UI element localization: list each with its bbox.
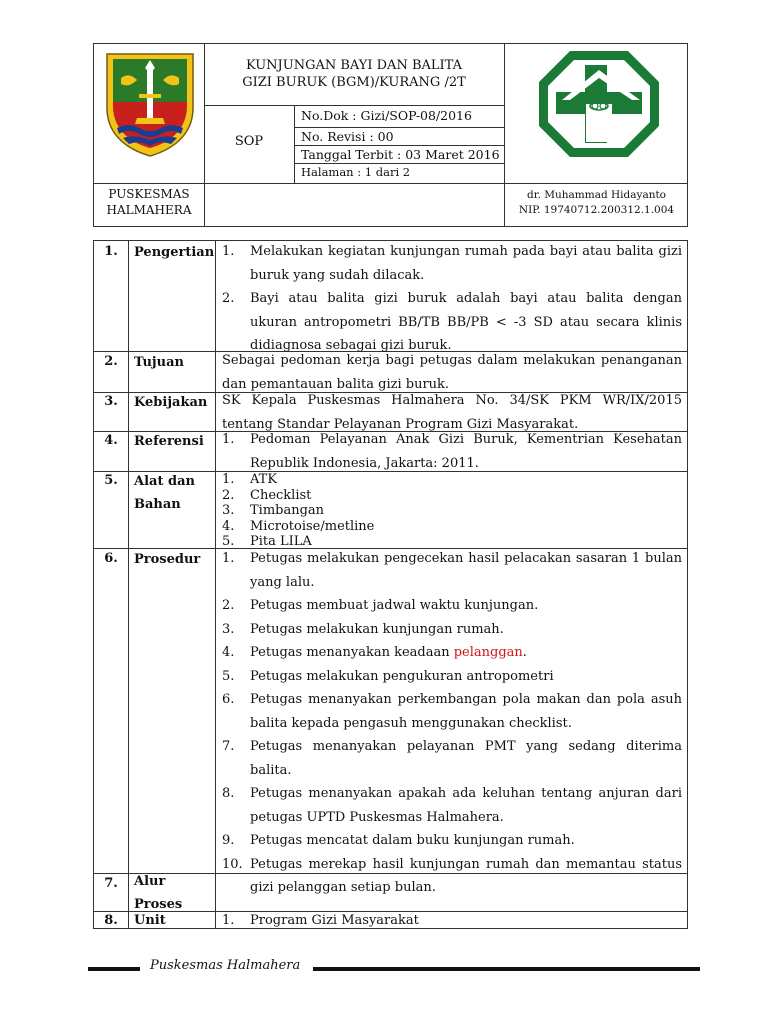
issue-date: Tanggal Terbit : 03 Maret 2016 — [301, 147, 500, 162]
section-number: 8. — [104, 913, 118, 928]
footer-text: Puskesmas Halmahera — [150, 958, 301, 973]
section-number: 7. — [104, 876, 118, 891]
page-count: Halaman : 1 dari 2 — [301, 165, 411, 179]
alat-bahan-list — [222, 472, 682, 550]
list-item: 2. Checklist — [222, 487, 312, 503]
document-title: KUNJUNGAN BAYI DAN BALITA GIZI BURUK (BGM)/KURANG /2T — [242, 58, 466, 90]
signer-nip: NIP. 19740712.200312.1.004 — [518, 204, 675, 216]
section-number: 4. — [104, 433, 118, 448]
section-number: 6. — [104, 551, 118, 566]
list-item: 9. Petugas mencatat dalam buku kunjungan rumah. — [222, 833, 575, 848]
section-number: 2. — [104, 354, 118, 369]
section-label-unit: Unit — [134, 913, 166, 928]
footer-rule-right — [313, 967, 700, 971]
puskesmas-logo-icon — [536, 48, 662, 160]
organization-name: PUSKESMAS HALMAHERA — [106, 187, 192, 217]
section-number: 3. — [104, 394, 118, 409]
pengertian-list — [222, 240, 682, 358]
list-item: 1. Program Gizi Masyarakat — [222, 913, 419, 928]
footer-rule-left — [88, 967, 140, 971]
list-item: 4. Petugas menanyakan keadaan pelanggan. — [222, 645, 527, 660]
section-label-alur-proses: Alur Proses — [134, 874, 183, 912]
prosedur-list — [222, 547, 682, 900]
sop-header-table — [93, 43, 688, 227]
kota-semarang-emblem-icon — [99, 48, 201, 158]
list-item: 3. Timbangan — [222, 503, 325, 518]
list-item: 10. Petugas merekap hasil kunjungan rumah dan memantau status gizi pelanggan setiap bulan. — [222, 856, 682, 895]
unit-list — [222, 909, 682, 933]
list-item: 5. Petugas melakukan pengukuran antropometri — [222, 668, 554, 684]
section-number: 5. — [104, 473, 118, 488]
list-item: 1. Petugas melakukan pengecekan hasil pelacakan sasaran 1 bulan yang lalu. — [222, 551, 682, 590]
section-label-referensi: Referensi — [134, 434, 204, 449]
list-item: 4. Microtoise/metline — [222, 518, 375, 534]
list-item: 6. Petugas menanyakan perkembangan pola makan dan pola asuh balita kepada pengasuh menggunakan checklist. — [222, 692, 682, 731]
referensi-list — [222, 428, 682, 475]
section-label-prosedur: Prosedur — [134, 552, 201, 567]
list-item: 2. Petugas membuat jadwal waktu kunjungan. — [222, 598, 539, 613]
list-item: 8. Petugas menanyakan apakah ada keluhan tentang anjuran dari petugas UPTD Puskesmas Halmahera. — [222, 786, 682, 825]
revision-number: No. Revisi : 00 — [301, 129, 394, 144]
list-item: 7. Petugas menanyakan pelayanan PMT yang sedang diterima balita. — [222, 739, 682, 778]
list-item: 1. Pedoman Pelayanan Anak Gizi Buruk, Kementrian Kesehatan Republik Indonesia, Jakarta: 2011. — [222, 432, 682, 471]
sop-content-table — [93, 240, 688, 929]
section-label-tujuan: Tujuan — [134, 355, 184, 370]
section-number: 1. — [104, 244, 118, 259]
list-item: 5. Pita LILA — [222, 534, 312, 549]
section-label-pengertian: Pengertian — [134, 245, 215, 260]
kebijakan-text: SK Kepala Puskesmas Halmahera No. 34/SK PKM WR/IX/2015 tentang Standar Pelayanan Program Gizi Masyarakat. — [222, 393, 682, 432]
list-item: 1. ATK — [222, 472, 278, 487]
list-item: 2. Bayi atau balita gizi buruk adalah bayi atau balita dengan ukuran antropometri BB/TB BB/PB < -3 SD atau secara klinis didiagnosa sebagai gizi buruk. — [222, 291, 682, 353]
section-label-kebijakan: Kebijakan — [134, 395, 208, 410]
signer-block — [504, 188, 689, 218]
list-item: 1. Melakukan kegiatan kunjungan rumah pada bayi atau balita gizi buruk yang sudah dilacak. — [222, 244, 682, 283]
signer-name: dr. Muhammad Hidayanto — [526, 189, 667, 201]
tujuan-text: Sebagai pedoman kerja bagi petugas dalam melakukan penanganan dan pemantauan balita gizi buruk. — [222, 353, 682, 392]
highlighted-word: pelanggan — [453, 645, 523, 660]
section-label-alat-bahan: Alat dan Bahan — [134, 474, 195, 512]
sop-label: SOP — [234, 134, 264, 149]
list-item: 3. Petugas melakukan kunjungan rumah. — [222, 621, 504, 637]
doc-number: No.Dok : Gizi/SOP-08/2016 — [301, 108, 472, 123]
